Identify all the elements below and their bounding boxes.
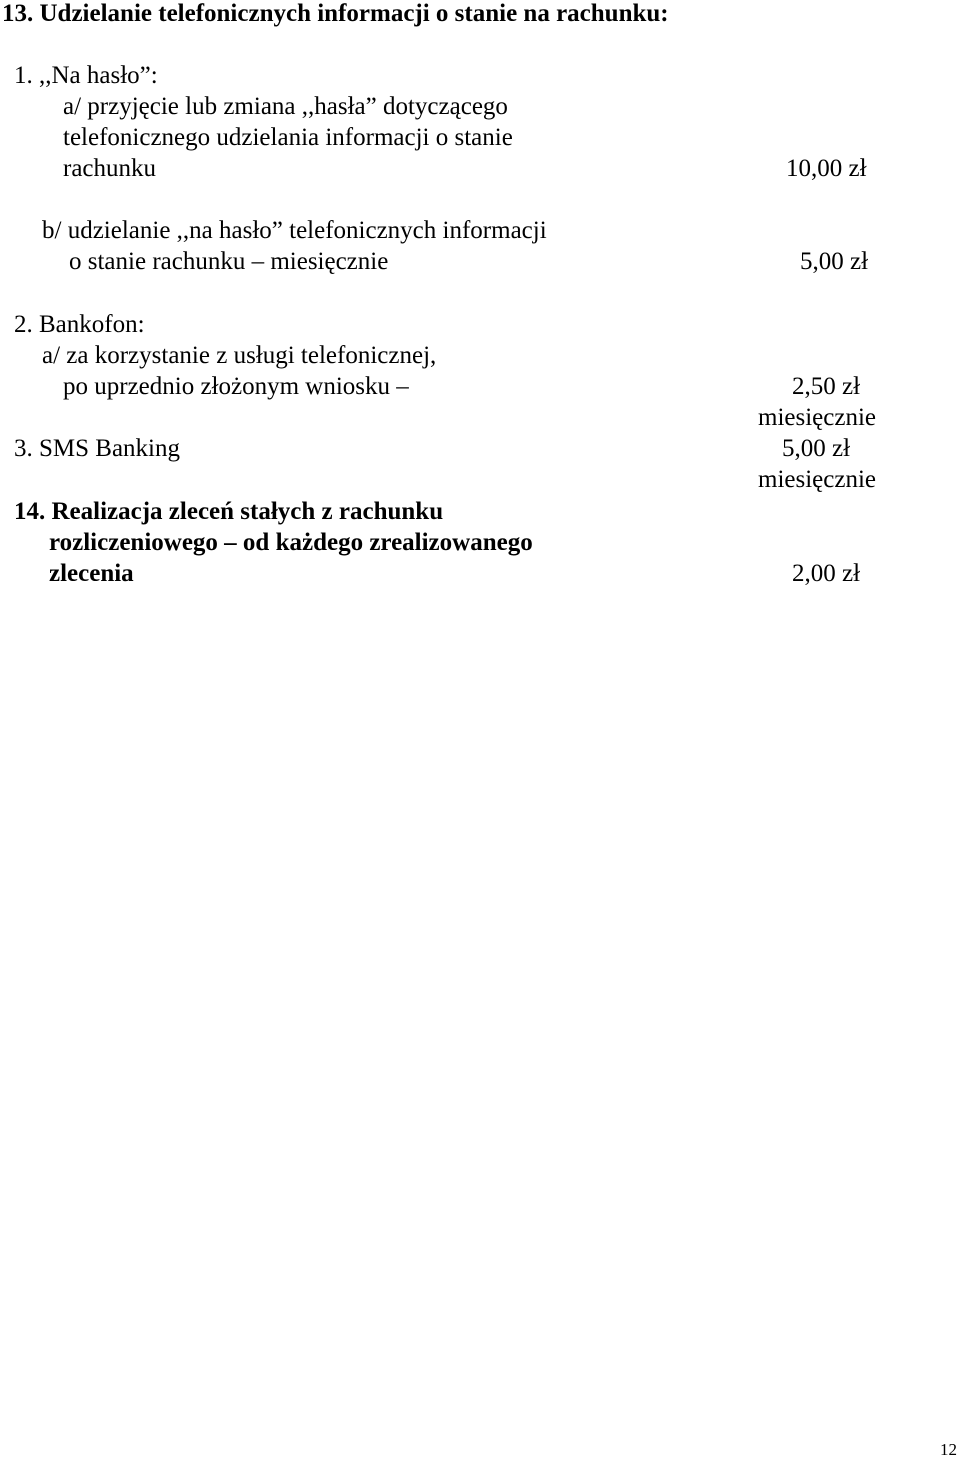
item-2a-line-2: po uprzednio złożonym wniosku – — [63, 373, 409, 400]
page-number: 12 — [940, 1440, 957, 1459]
item-1a-line-3: rachunku — [63, 155, 157, 182]
item-2a-price: 2,50 zł — [792, 373, 861, 400]
section-13-heading: 13. Udzielanie telefonicznych informacji o stanie na rachunku: — [2, 0, 669, 27]
item-1a-price: 10,00 zł — [786, 155, 867, 182]
item-2a-period: miesięcznie — [758, 404, 876, 431]
item-1a-line-1: a/ przyjęcie lub zmiana ,,hasła” dotyczącego — [63, 93, 508, 120]
item-2a-line-1: a/ za korzystanie z usługi telefonicznej, — [42, 342, 437, 369]
section-14-line-1: 14. Realizacja zleceń stałych z rachunku — [14, 498, 444, 525]
item-1b-line-2: o stanie rachunku – miesięcznie — [69, 248, 389, 275]
section-14-line-3: zlecenia — [49, 560, 134, 587]
item-3-title: 3. SMS Banking — [14, 435, 181, 462]
item-3-period: miesięcznie — [758, 466, 876, 493]
section-14-line-2: rozliczeniowego – od każdego zrealizowanego — [49, 529, 533, 556]
section-14-price: 2,00 zł — [792, 560, 861, 587]
item-1-title: 1. ,,Na hasło”: — [14, 62, 158, 89]
item-1a-line-2: telefonicznego udzielania informacji o stanie — [63, 124, 513, 151]
item-3-price: 5,00 zł — [782, 435, 851, 462]
item-1b-price: 5,00 zł — [800, 248, 869, 275]
item-1b-line-1: b/ udzielanie ,,na hasło” telefonicznych informacji — [42, 217, 547, 244]
item-2-title: 2. Bankofon: — [14, 311, 145, 338]
